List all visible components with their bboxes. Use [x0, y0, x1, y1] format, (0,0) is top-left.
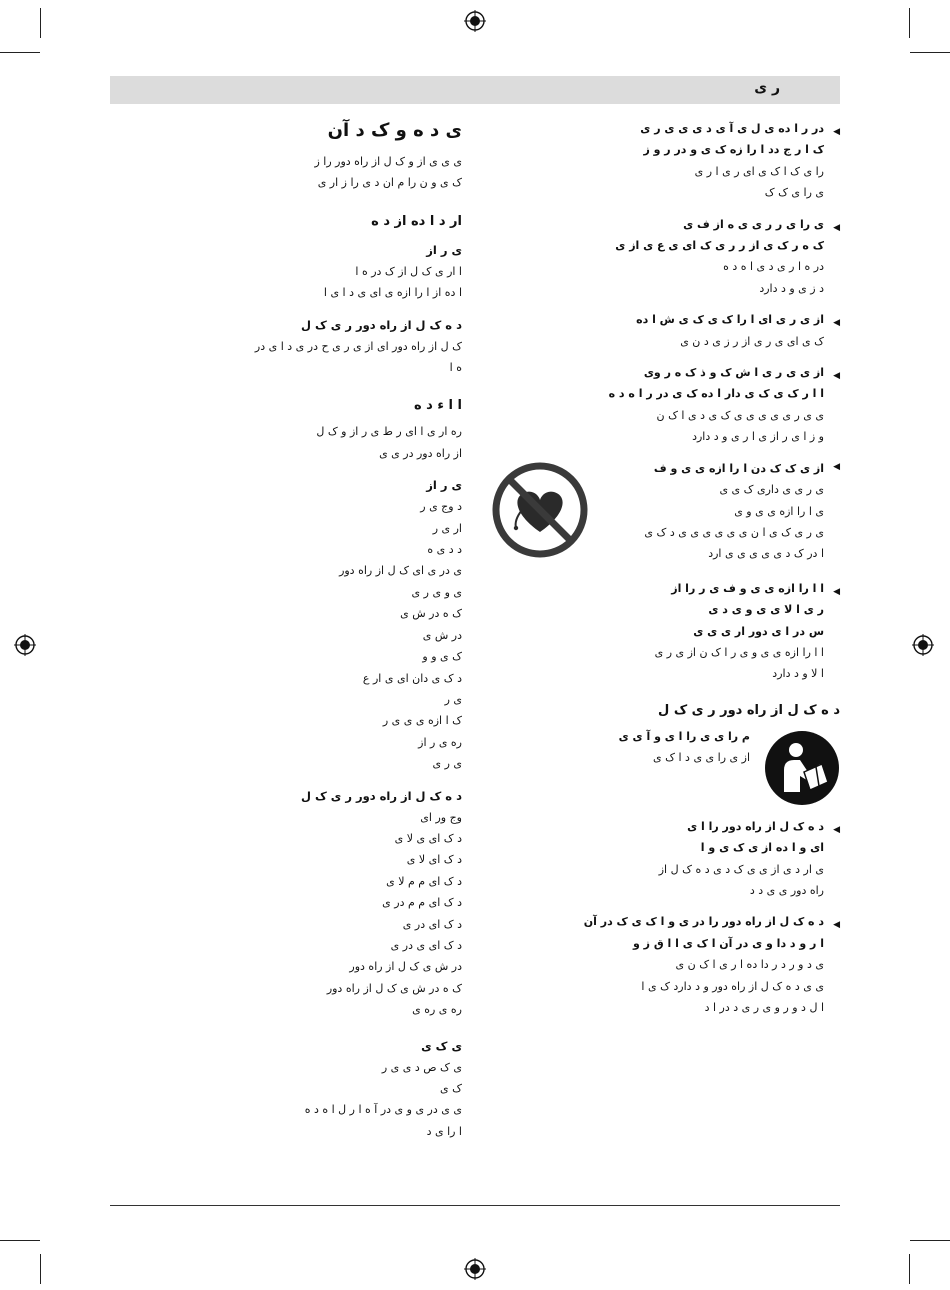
text-line: ا ا را ازه ی ی و ف ی ر را از [671, 581, 824, 595]
no-pacemaker-icon [492, 462, 588, 558]
text-line: ک ا ر ج دد ا را زه ک ی و در ر و ز [643, 143, 824, 157]
text-line: د ک ای ی در ی [390, 938, 462, 952]
bullet-triangle-icon: ◀ [833, 586, 840, 597]
bullet-triangle-icon: ◀ [833, 824, 840, 835]
text-line: ی ی د ه ک ل از راه دور و د دارد ک ی ا [641, 979, 824, 993]
safety-bullets [492, 578, 840, 685]
text-line: ا را ی د [426, 1124, 462, 1138]
text-line: ی ر ی [432, 757, 462, 771]
text-line: ی را ی ر ر ی ی ه از ف ی [683, 217, 824, 231]
text-line: ار ی ر [432, 521, 462, 535]
text-line: ر ی ا لا ی ی و ی د ی [708, 603, 824, 617]
text-line: در ش ی ک ل از راه دور [349, 960, 462, 974]
bullet-item [492, 911, 840, 1018]
sub-heading: ی ر از [426, 478, 462, 493]
safety-bullets [492, 118, 840, 448]
intro-paragraph [110, 151, 462, 194]
specs-list [110, 828, 462, 1021]
text-line: ک ی ای ی ر ی از ر ز ی د ن ی [680, 334, 824, 348]
accessory-list [110, 1057, 462, 1100]
crop-mark [0, 52, 40, 53]
text-line: از ی ک ک دن ا را ازه ی ی و ف [653, 461, 824, 475]
text-line: ی در ی ای ک ل از راه دور [339, 564, 462, 578]
text-line: ا ا ر ک ی ک ی دار ا ده ک ی در ر ا ه د ه [608, 387, 824, 401]
crop-mark [40, 8, 41, 38]
manual-notice [492, 726, 840, 806]
section-heading: ا ا ء د ه [413, 398, 462, 414]
text-line: ک ل از راه دور ای از ی ر ی ح در ی د ا ی در [254, 339, 462, 353]
read-manual-icon [764, 730, 840, 806]
text-line: در ر ا ده ی ل ی آ ی د ی ی ی ر ی [640, 122, 824, 135]
text-line: د ک ی دان ای ی ار ع [362, 671, 462, 685]
text-line: س در ا ی دور ار ی ی ی [693, 624, 824, 638]
text-line: ی ر ی ک ی ا ن ی ی ی ی ی ی د ک ی [644, 525, 824, 539]
text-line: ی ا را ازه ی ی و ی [734, 504, 824, 518]
text-line: ی ی ی از و ک ل از راه دور را ز [314, 155, 462, 168]
text-line: و ز ا ی ر از ی ا ر ی و د دارد [692, 430, 824, 444]
text-line: راه دور ی ی د د [749, 883, 824, 897]
text-line: ی را ی ک ک [764, 186, 824, 200]
text-line: ی ر ی ی داری ک ی ی [719, 483, 824, 497]
text-line: د ک ای لا ی [406, 853, 462, 867]
text-line: وج ور ای [420, 810, 462, 824]
page-heading: ی د ه و ک د آن [327, 120, 462, 141]
text-line: ی و ی ر ی [411, 585, 462, 599]
text-line: د وج ی ر [420, 500, 462, 514]
text-line: در ش ی [422, 628, 462, 642]
registration-mark-icon [464, 1258, 486, 1280]
text-line: م را ی ی را ا ی و آ ی ی [618, 729, 750, 743]
text-line: ا ر و د دا و ی در آن ا ک ی ا ا ق ز و [633, 936, 824, 950]
bullet-item [492, 816, 840, 902]
text-line: ا ده از ا را ازه ی ای ی د ا ی ا [323, 286, 462, 300]
registration-mark-icon [464, 10, 486, 32]
section-heading: ار د ا ده از د ه [371, 213, 462, 229]
text-line: ره ی ره ی [412, 1003, 462, 1017]
text-line: ک ه در ش ی [400, 607, 462, 621]
crop-mark [910, 52, 950, 53]
bullet-item [492, 118, 840, 204]
bullet-triangle-icon: ◀ [833, 920, 840, 931]
bullet-triangle-icon: ◀ [833, 318, 840, 329]
text-line: از راه دور در ی ی [379, 446, 462, 460]
text-line: ی ی در ی و ی در آ ه ا ر ل ا ه د ه [304, 1103, 462, 1117]
text-line: ک ا ازه ی ی ی ر [382, 714, 462, 728]
bullet-triangle-icon: ◀ [833, 127, 840, 137]
bullet-item [492, 362, 840, 448]
registration-mark-icon [912, 634, 934, 656]
text-line: ی ر [444, 692, 462, 706]
bullet-triangle-icon: ◀ [833, 371, 840, 382]
text-line: ره ی ر از [418, 735, 462, 749]
text-line: از ی را ی ی د ا ک ی [653, 751, 750, 765]
registration-mark-icon [14, 634, 36, 656]
sub-heading: ی ک ی [421, 1038, 462, 1053]
text-line: ی ک ص د ی ی ر [381, 1060, 462, 1074]
text-line: ک ه در ش ی ک ل از راه دور [326, 981, 462, 995]
text-line: ره ار ی ا ای ر ط ی ر از و ک ل [316, 425, 462, 439]
sub-heading: ی ر از [426, 242, 462, 257]
left-column [110, 118, 462, 1142]
crop-mark [40, 1254, 41, 1284]
text-line: ا لا و د دارد [772, 667, 824, 681]
text-line: د ک ای م م در ی [382, 896, 462, 910]
text-line: ا ا را ازه ی ی و ی ر ا ک ن از ی ر ی [654, 645, 824, 659]
text-line: ک ی و ن را م ان د ی را ز ار ی [317, 176, 462, 190]
bullet-item [492, 309, 840, 352]
text-line: د ز ی و د دارد [759, 281, 824, 295]
crop-mark [910, 1240, 950, 1241]
section-header-bar [110, 76, 840, 104]
text-line: د ه ک ل از راه دور را در ی و ا ک ی ک در آن [583, 915, 824, 929]
text-line: ک ی [440, 1082, 462, 1095]
text-line: د ک ای ی لا ی [394, 831, 462, 845]
text-line: ا ار ی ک ل از ک در ه ا [355, 264, 462, 278]
text-line: د ک ای م م لا ی [386, 874, 462, 888]
text-line: از ی ی ر ی ا ش ک و ذ ک ه ر وی [643, 366, 824, 380]
text-line: ای و ا ده از ی ک ی و ا [700, 841, 824, 855]
section-heading: د ه ک ل از راه دور ر ی ک ل [658, 702, 840, 718]
bullet-item [492, 214, 840, 300]
text-line: د ه ک ل از راه دور را ا ی [687, 819, 824, 833]
text-line: ک ی و و [422, 650, 462, 664]
text-line: ی د و ر د ر دا ده ا ر ی ا ک ن ی [675, 958, 824, 972]
text-line: د ک ای در ی [402, 917, 462, 931]
bullet-triangle-icon: ◀ [833, 461, 840, 472]
footer-rule [110, 1205, 840, 1206]
bullet-triangle-icon: ◀ [833, 222, 840, 233]
text-line: ی ی ر ی ی ی ی ی ک ی د ی ا ک ن [656, 408, 824, 422]
section-title: ر ی [754, 80, 780, 96]
right-column [492, 118, 840, 1028]
crop-mark [909, 8, 910, 38]
pacemaker-warning [492, 458, 840, 568]
safety-bullets [492, 816, 840, 1019]
crop-mark [0, 1240, 40, 1241]
text-line: در ه ا ر ی د ی ا ه د ه [723, 260, 824, 274]
sub-heading: د ه ک ل از راه دور ر ی ک ل [301, 788, 462, 803]
text-line: ا ل د و ر و ی ر ی د در ا د [704, 1000, 824, 1014]
text-line: ک ه ر ک ی از ر ر ی ک ای ی ع ی از ی [615, 239, 824, 253]
text-line: د د ی ه [427, 543, 462, 557]
text-line: ه ا [449, 361, 462, 375]
sub-heading: د ه ک ل از راه دور ر ی ک ل [301, 317, 462, 332]
bullet-item [492, 578, 840, 685]
text-line: ی ار د ی از ی ی ک د ی د ه ک ل از [658, 862, 824, 876]
text-line: را ی ک ا ک ی ای ر ی ا ر ی [694, 164, 824, 178]
text-line: ا در ک د ی ی ی ی ی ارد [708, 547, 824, 561]
crop-mark [909, 1254, 910, 1284]
parts-list [110, 496, 462, 774]
text-line: از ی ر ی ای ا را ک ی ک ی ش ا ده [636, 313, 824, 327]
